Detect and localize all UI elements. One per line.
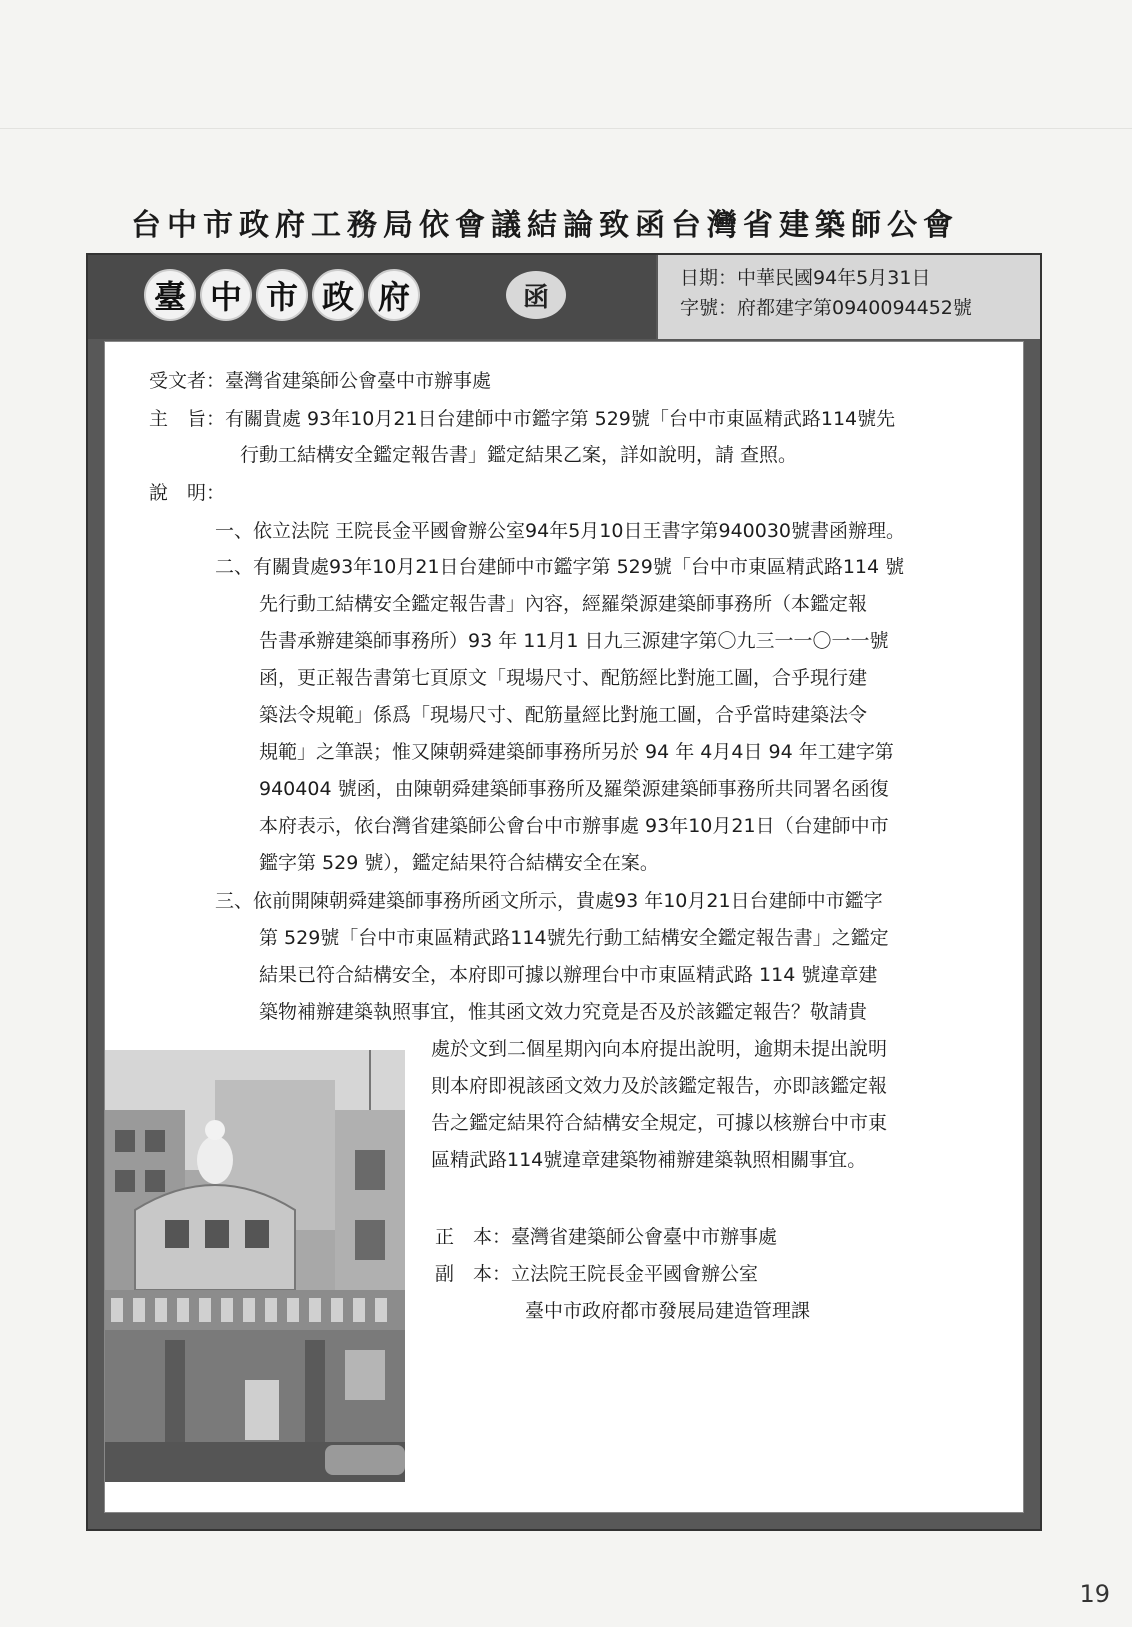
paragraph-2-line-1: 二、有關貴處93年10月21日台建師中市鑑字第 529號「台中市東區精武路114 號 (215, 556, 905, 578)
seal-char-5: 府 (368, 269, 420, 321)
agency-seal-row (144, 269, 420, 321)
paragraph-3-line-3: 結果已符合結構安全，本府即可據以辦理台中市東區精武路 114 號違章建 (259, 964, 878, 986)
subject-line-1: 主 旨：有關貴處 93年10月21日台建師中市鑑字第 529號「台中市東區精武路114號先 (149, 408, 896, 430)
recipient-line: 受文者：臺灣省建築師公會臺中市辦事處 (149, 370, 492, 392)
paragraph-2-line-5: 築法令規範」係爲「現場尺寸、配筋量經比對施工圖，合乎當時建築法令 (259, 704, 868, 726)
letter-body (104, 341, 1024, 1513)
paragraph-3-line-5: 處於文到二個星期內向本府提出說明，逾期未提出說明 (431, 1038, 888, 1060)
letter-date: 日期：中華民國94年5月31日 (680, 267, 931, 289)
paragraph-2-line-3: 告書承辦建築師事務所）93 年 11月1 日九三源建字第〇九三一一〇一一號 (259, 630, 889, 652)
paragraph-3-line-8: 區精武路114號違章建築物補辦建築執照相關事宜。 (431, 1149, 867, 1171)
letter-reference-number: 字號：府都建字第0940094452號 (680, 297, 972, 319)
page-title: 台中市政府工務局依會議結論致函台灣省建築師公會 (131, 208, 959, 243)
page-number: 19 (1079, 1580, 1110, 1608)
cc-copy-recipient-2: 臺中市政府都市發展局建造管理課 (525, 1300, 811, 1322)
subject-line-2: 行動工結構安全鑑定報告書」鑑定結果乙案，詳如說明，請 查照。 (240, 444, 798, 466)
paragraph-2-line-7: 940404 號函，由陳朝舜建築師事務所及羅榮源建築師事務所共同署名函復 (259, 778, 889, 800)
seal-char-4: 政 (312, 269, 364, 321)
paragraph-2-line-4: 函，更正報告書第七頁原文「現場尺寸、配筋經比對施工圖，合乎現行建 (259, 667, 868, 689)
paragraph-3-line-4: 築物補辦建築執照事宜，惟其函文效力究竟是否及於該鑑定報告？敬請貴 (259, 1001, 868, 1023)
paragraph-2-line-6: 規範」之筆誤；惟又陳朝舜建築師事務所另於 94 年 4月4日 94 年工建字第 (259, 741, 894, 763)
top-rule (0, 128, 1132, 129)
letter-frame (86, 253, 1042, 1531)
doc-type-badge: 函 (506, 271, 566, 319)
explanation-label: 說 明： (149, 482, 226, 504)
paragraph-3-line-2: 第 529號「台中市東區精武路114號先行動工結構安全鑑定報告書」之鑑定 (259, 927, 889, 949)
seal-char-3: 市 (256, 269, 308, 321)
seal-char-1: 臺 (144, 269, 196, 321)
letterhead-banner (88, 255, 656, 339)
seal-char-2: 中 (200, 269, 252, 321)
building-photo (105, 1050, 405, 1482)
paragraph-1: 一、依立法院 王院長金平國會辦公室94年5月10日王書字第940030號書函辦理。 (215, 520, 906, 542)
paragraph-3-line-1: 三、依前開陳朝舜建築師事務所函文所示，貴處93 年10月21日台建師中市鑑字 (215, 890, 883, 912)
paragraph-2-line-9: 鑑字第 529 號），鑑定結果符合結構安全在案。 (259, 852, 659, 874)
cc-copy-recipient-1: 副 本：立法院王院長金平國會辦公室 (435, 1263, 759, 1285)
paragraph-2-line-8: 本府表示，依台灣省建築師公會台中市辦事處 93年10月21日（台建師中市 (259, 815, 889, 837)
paragraph-3-line-7: 告之鑑定結果符合結構安全規定，可據以核辦台中市東 (431, 1112, 888, 1134)
paragraph-2-line-2: 先行動工結構安全鑑定報告書」內容，經羅榮源建築師事務所（本鑑定報 (259, 593, 868, 615)
paragraph-3-line-6: 則本府即視該函文效力及於該鑑定報告，亦即該鑑定報 (431, 1075, 888, 1097)
letterhead-meta (658, 255, 1040, 339)
temple-building-illustration (105, 1050, 405, 1482)
cc-original-recipient: 正 本：臺灣省建築師公會臺中市辦事處 (435, 1226, 778, 1248)
